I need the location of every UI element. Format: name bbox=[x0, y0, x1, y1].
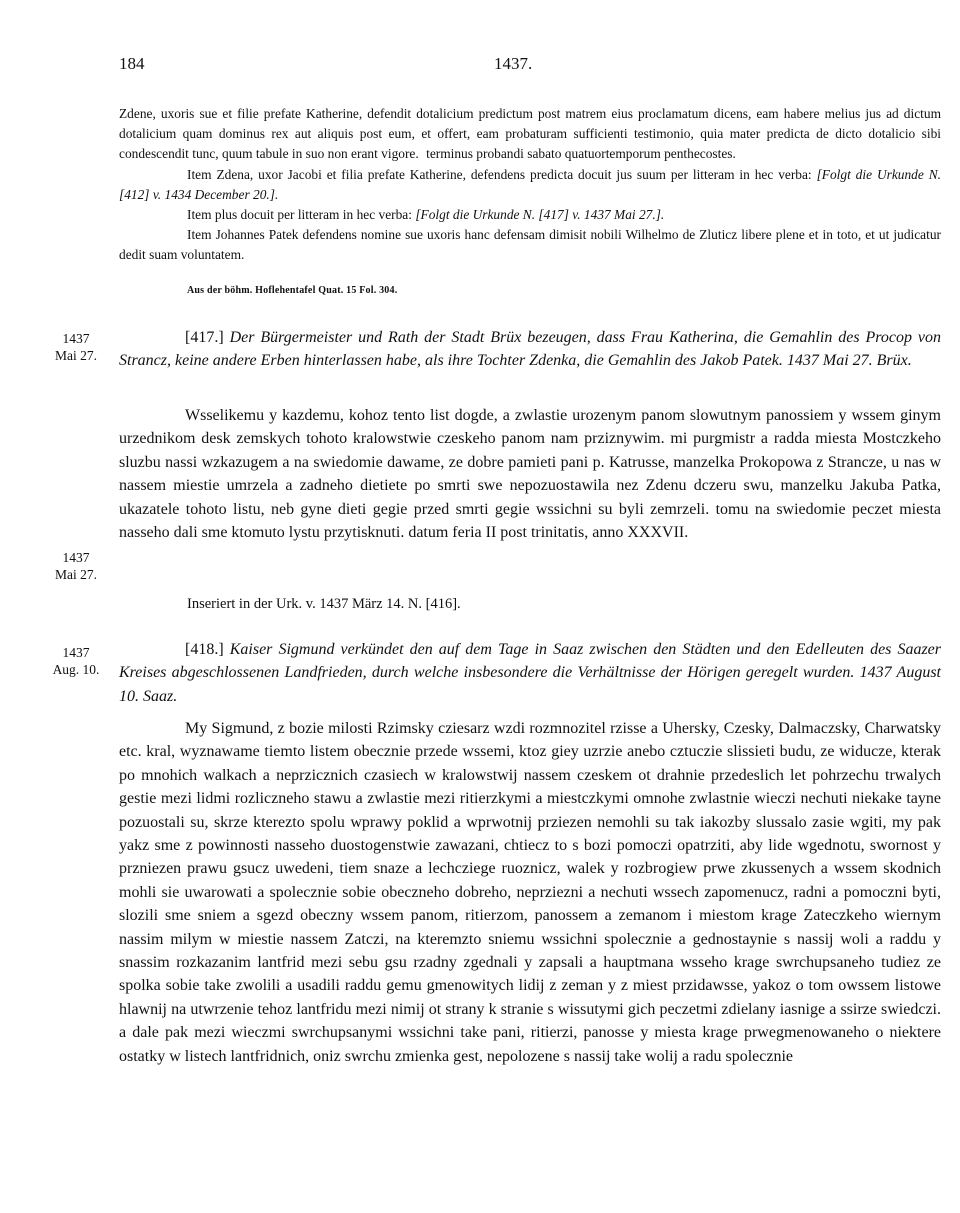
reference: [Folgt die Urkunde N. [412] v. 1434 December 20.]. bbox=[119, 166, 941, 202]
paragraph: My Sigmund, z bozie milosti Rzimsky cziesarz wzdi rozmnozitel rzisse a Uhersky, Czesky, Dalmaczsky, Charwatsky etc. kral, wyznawame tiemto listem obecznie przede wssemi, ktoz giey uzrzie anebo cztuczie slissieti budu, ze widucze, kterak po mnohich walkach a neprzicznich czasiech w kralowstwij nassem czeskem ot drahnie przedeslich let pohrzechu trwalych gestie mezi lidmi rozliczneho stawu a zwlastie mezi ritierzkymi a miestczkymi omnohe zwlastnie wieczi nechuti niekake tayne pozuostali su, skrze kterezto spolu wprawy poklid a wprwotnij prziezen nemohli su tak iakozby slussalo zasie wgiti, my pak yakz sme z powinnosti nasseho duostogenstwie zawazani, chtiecz to s bozi pomoczi opatrziti, aby lide wgednotu, swornost y przniezen prawu gsucz uwedeni, tiem snaze a lechcziege ruoznicz, walek y rozbrogiew prwe zkussenych a wssem skodnich mohli sie uwarowati a spolecznie sobie obeczneho dobreho, neprziezni a nechuti wssech zapomenucz, radni a pomoczni byti, slozili sme sniem a sgezd obeczny wssem panom, ritierzom, panossem a zemanom i miestom krage Zateczkeho wiernym nassim milym w miestie nassem Zatczi, na kteremzto sniemu wssichni spolecznie a gednostaynie s nassij woli a raddu y snassim rozkazanim lantfrid mezi sebu gsu rzadny zgednali y zapsali a hauptmana wsseho krage swrchupsaneho tudiez ze spolka sobie take zwolili a usadili raddu gemu gmenowitych lidij z zeman y z miest przidawsse, yakoz o tom owssem listowe hlawnij na utwrzenie tehoz lantfridu mezi nimij ot strany k stranie s wissutymi gich peczetmi zdielany iasnige a ssirze swiedczi. a dale pak mezi wieczmi swrchupsanymi wssichni take pani, ritierzi, panosse y miesta krage prwegmenowaneho o niektere ostatky w listech lantfridnich, oniz swrchu zmienka gest, nepolozene s nassij take wolij a radu spolecznie bbox=[119, 720, 941, 1065]
regest-417: [417.] Der Bürgermeister und Rath der Stadt Brüx bezeugen, dass Frau Katherina, die Gemahlin des Procop von Strancz, keine andere Erben hinterlassen habe, als ihre Tochter Zdenka, die Gemahlin des Jakob Patek. 1437 Mai 27. Brüx. bbox=[119, 329, 942, 370]
previous-document-text bbox=[119, 104, 941, 266]
insert-note: Inseriert in der Urk. v. 1437 März 14. N. [416]. bbox=[187, 596, 461, 612]
regest-418: [418.] Kaiser Sigmund verkündet den auf dem Tage in Saaz zwischen den Städten und den Edelleuten des Saazer Kreises abgeschlossenen Landfrieden, durch welche insbesondere die Verhältnisse der Hörigen geregelt wurden. 1437 August 10. Saaz. bbox=[119, 641, 942, 705]
term-note: terminus probandi sabato quatuortemporum penthecostes. bbox=[426, 146, 736, 162]
reference: [Folgt die Urkunde N. [417] v. 1437 Mai 27.]. bbox=[415, 207, 665, 223]
paragraph: Item plus docuit per litteram in hec verba: [Folgt die Urkunde N. [417] v. 1437 Mai 27.]. bbox=[187, 207, 665, 223]
text-418 bbox=[119, 717, 941, 1068]
document-number: [417.] bbox=[185, 329, 224, 346]
margin-date-417: 1437 Mai 27. bbox=[55, 331, 97, 363]
margin-date-417-end: 1437 Mai 27. bbox=[55, 550, 97, 582]
paragraph: Zdene, uxoris sue et filie prefate Katherine, defendit dotalicium predictum post matrem eius proclamatum dicens, eam habere melius jus ad dictum dotalicium quam dominus rex aut aliquis post eum, et offert, eam probaturam sufficienti testimonio, quia mater predicta de dicto dotalicio sibi condescendit tunc, quum tabule in suo non erant vigore. terminus probandi sabato quatuortemporum penthecostes. bbox=[119, 106, 941, 162]
paragraph: Wsselikemu y kazdemu, kohoz tento list dogde, a zwlastie urozenym panom slowutnym panossiem y wssem ginym urzednikom desk zemskych tohoto kralowstwie czeskeho panom nam prziznywim. mi purgmistr a radda miesta Mostczkeho sluzbu nassi wzkazugem a na swiedomie dawame, ze dobre pamieti pani p. Katrusse, manzelka Prokopowa z Strancze, u nas w nassem miestie umrzela a zadneho dietiete po smrti swe nepozuostawila nez Zdenu dczeru swu, manzelku Jakuba Patka, ukazatele tohoto listu, neb gyne dieti gegie przed smrti gegie wssichni su byli zemrzeli. tomu na swiedomie peczet miesta nasseho dali sme ktomuto lystu przytisknuti. datum feria II post trinitatis, anno XXXVII. bbox=[119, 407, 941, 542]
text-417 bbox=[119, 404, 941, 544]
margin-date-418: 1437 Aug. 10. bbox=[52, 645, 100, 677]
page-number: 184 bbox=[119, 54, 145, 73]
paragraph: Item Johannes Patek defendens nomine sue uxoris hanc defensam dimisit nobili Wilhelmo de Zluticz libere plene et in toto, et ut judicatur dedit suam voluntatem. bbox=[119, 227, 941, 263]
document-number: [418.] bbox=[185, 641, 224, 658]
source-note: Aus der böhm. Hoflehentafel Quat. 15 Fol. 304. bbox=[187, 285, 398, 296]
paragraph: Item Zdena, uxor Jacobi et filia prefate Katherine, defendens predicta docuit jus suum per litteram in hec verba: [Folgt die Urkunde N. [412] v. 1434 December 20.]. bbox=[119, 166, 941, 202]
running-year: 1437. bbox=[494, 54, 533, 73]
